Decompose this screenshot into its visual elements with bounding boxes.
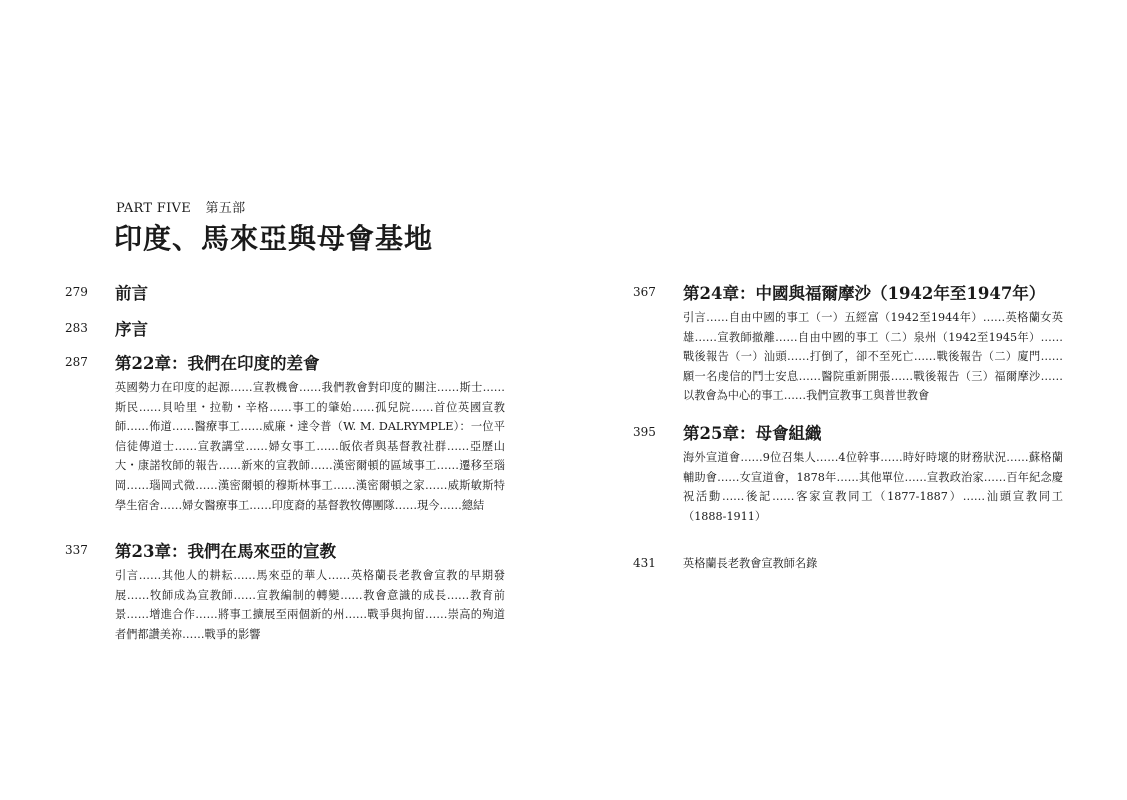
part-title: 印度、馬來亞與母會基地	[114, 222, 434, 255]
entry-title: 第23章：我們在馬來亞的宣教	[115, 542, 336, 561]
page-number: 337	[65, 543, 88, 557]
entry-description: 海外宣道會……9位召集人……4位幹事……時好時壞的財務狀況……蘇格蘭輔助會……女宣道會，1878年……其他單位……宣教政治家……百年紀念慶祝活動……後記……客家宣教同工（1877-1887）……汕頭宣教同工（1888-1911）	[683, 451, 1063, 523]
toc-entry	[633, 554, 1063, 574]
toc-left-column	[65, 282, 505, 644]
entry-title: 第22章：我們在印度的差會	[115, 354, 320, 373]
page-number: 279	[65, 285, 88, 299]
part-label	[116, 197, 245, 216]
page-number: 431	[633, 556, 656, 570]
entry-plain-title: 英格蘭長老教會宣教師名錄	[683, 557, 818, 570]
page-number: 395	[633, 425, 656, 439]
part-label-zh: 第五部	[205, 201, 246, 216]
entry-title: 前言	[115, 284, 148, 303]
page-number: 367	[633, 285, 656, 299]
toc-entry	[633, 422, 1063, 554]
entry-title: 序言	[115, 320, 148, 339]
toc-entry	[65, 318, 505, 352]
toc-entry	[65, 352, 505, 540]
entry-description: 引言……其他人的耕耘……馬來亞的華人……英格蘭長老教會宣教的早期發展……牧師成為宣教師……宣教編制的轉變……教會意識的成長……教育前景……增進合作……將事工擴展至兩個新的州……戰爭與拘留……崇高的殉道者們都讚美祢……戰爭的影響	[115, 569, 505, 641]
toc-entry	[633, 282, 1063, 422]
part-label-en: PART FIVE	[116, 201, 192, 216]
toc-entry	[65, 540, 505, 644]
page-number: 283	[65, 321, 88, 335]
entry-description: 英國勢力在印度的起源……宣教機會……我們教會對印度的關注……斯士……斯民……貝哈里・拉勒・辛格……事工的肇始……孤兒院……首位英國宣教師……佈道……醫療事工……威廉・達令普（W. M. DALRYMPLE）：一位平信徒傳道士……宣教講堂……婦女事工……皈依者與基督教社群……亞歷山大・康諾牧師的報告……新來的宣教師……漢密爾頓的區域事工……遷移至瑙岡……瑙岡式微……漢密爾頓的穆斯林事工……漢密爾頓之家……威斯敏斯特學生宿舍……婦女醫療事工……印度裔的基督教牧傳團隊……現今……總結	[115, 381, 505, 512]
toc-right-column	[633, 282, 1063, 574]
page-number: 287	[65, 355, 88, 369]
entry-description: 引言……自由中國的事工（一）五經富（1942至1944年）……英格蘭女英雄……宣教師撤離……自由中國的事工（二）泉州（1942至1945年）……戰後報告（一）汕頭……打倒了，卻不至死亡……戰後報告（二）廈門……願一名虔信的鬥士安息……醫院重新開張……戰後報告（三）福爾摩沙……以教會為中心的事工……我們宣教事工與普世教會	[683, 311, 1063, 403]
toc-entry	[65, 282, 505, 318]
entry-title: 第25章：母會組織	[683, 424, 822, 443]
entry-title: 第24章：中國與福爾摩沙（1942年至1947年）	[683, 284, 1046, 303]
